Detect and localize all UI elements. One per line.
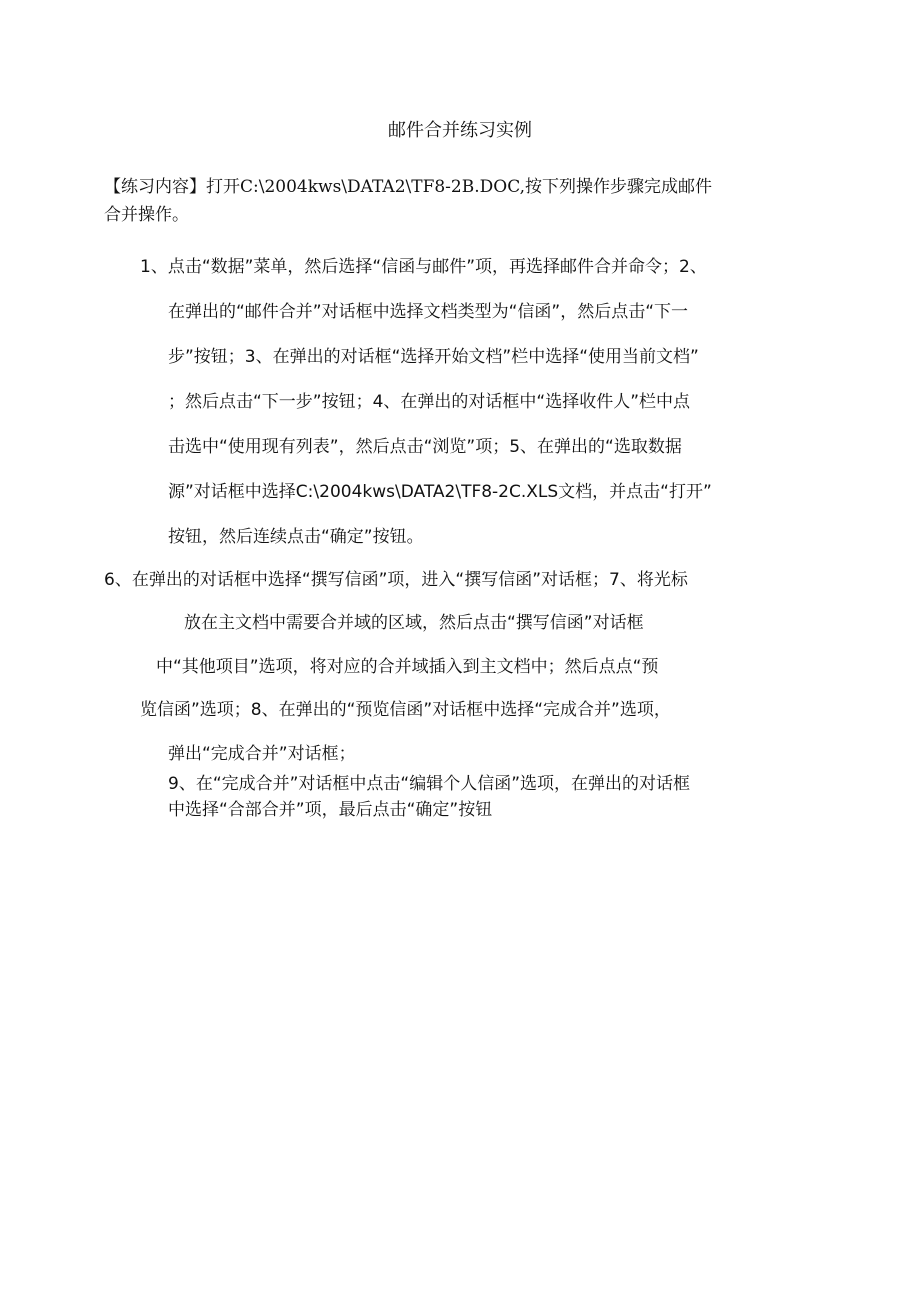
step-line-3: 步”按钮；3、在弹出的对话框“选择开始文档”栏中选择“使用当前文档” xyxy=(168,347,699,367)
intro-line-2: 合并操作。 xyxy=(104,205,189,225)
step-line-4: ；然后点击“下一步”按钮；4、在弹出的对话框中“选择收件人”栏中点 xyxy=(168,392,691,412)
step-line-1: 1、点击“数据”菜单，然后选择“信函与邮件”项，再选择邮件合并命令；2、 xyxy=(140,257,707,277)
step-line-10: 中“其他项目”选项，将对应的合并域插入到主文档中；然后点点“预 xyxy=(156,657,659,677)
step-line-14: 中选择“合部合并”项，最后点击“确定”按钮 xyxy=(168,800,493,820)
step-line-7: 按钮，然后连续点击“确定”按钮。 xyxy=(168,527,424,547)
intro-line-1: 【练习内容】打开C:\2004kws\DATA2\TF8-2B.DOC,按下列操作步骤完成邮件 xyxy=(104,177,713,197)
step-line-5: 击选中“使用现有列表”，然后点击“浏览”项；5、在弹出的“选取数据 xyxy=(168,437,682,457)
step-line-9: 放在主文档中需要合并域的区域，然后点击“撰写信函”对话框 xyxy=(184,613,644,633)
step-line-13: 9、在“完成合并”对话框中点击“编辑个人信函”选项，在弹出的对话框 xyxy=(168,774,691,794)
step-line-11: 览信函”选项；8、在弹出的“预览信函”对话框中选择“完成合并”选项， xyxy=(140,700,671,720)
step-line-6: 源”对话框中选择C:\2004kws\DATA2\TF8-2C.XLS文档，并点击“打开” xyxy=(168,482,712,502)
step-line-12: 弹出“完成合并”对话框； xyxy=(168,744,356,764)
step-line-8: 6、在弹出的对话框中选择“撰写信函”项，进入“撰写信函”对话框；7、将光标 xyxy=(104,570,688,590)
step-line-2: 在弹出的“邮件合并”对话框中选择文档类型为“信函”，然后点击“下一 xyxy=(168,302,689,322)
document-title: 邮件合并练习实例 xyxy=(388,120,532,141)
